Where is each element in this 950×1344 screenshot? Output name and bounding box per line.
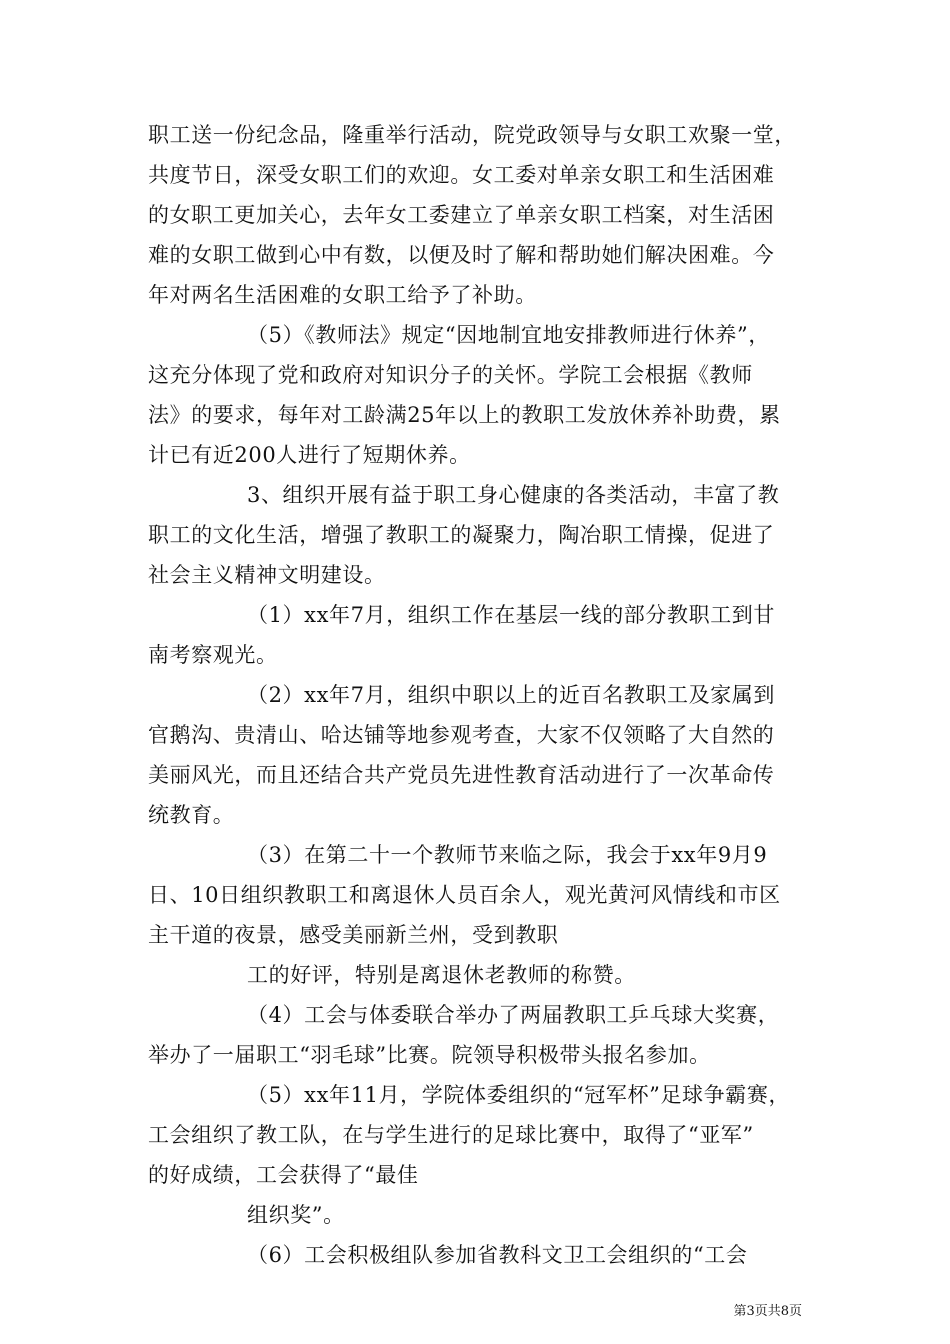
text-line: 举办了一届职工“羽毛球”比赛。院领导积极带头报名参加。	[148, 1043, 711, 1067]
text-line: （4）工会与体委联合举办了两届教职工乒乓球大奖赛，	[247, 1003, 780, 1027]
text-line: 计已有近200人进行了短期休养。	[148, 443, 471, 467]
text-line: 难的女职工做到心中有数，以便及时了解和帮助她们解决困难。今	[148, 243, 775, 267]
section-heading: 3、组织开展有益于职工身心健康的各类活动，丰富了教	[247, 483, 780, 507]
text-line: 职工的文化生活，增强了教职工的凝聚力，陶冶职工情操，促进了	[148, 523, 775, 547]
text-line: 年对两名生活困难的女职工给予了补助。	[148, 283, 537, 307]
text-line: 主干道的夜景，感受美丽新兰州，受到教职	[148, 923, 559, 947]
page-number: 第3页共8页	[733, 1304, 802, 1319]
text-line: 的女职工更加关心，去年女工委建立了单亲女职工档案，对生活困	[148, 203, 775, 227]
text-line: 组织奖”。	[247, 1203, 345, 1227]
text-line: （5）xx年11月，学院体委组织的“冠军杯”足球争霸赛，	[247, 1083, 791, 1107]
text-line: 统教育。	[148, 803, 235, 827]
text-line: （2）xx年7月，组织中职以上的近百名教职工及家属到	[247, 683, 776, 707]
text-line: （5）《教师法》规定“因地制宜地安排教师进行休养”，	[247, 323, 770, 347]
text-line: 职工送一份纪念品，隆重举行活动，院党政领导与女职工欢聚一堂，	[148, 123, 796, 147]
text-line: 工会组织了教工队，在与学生进行的足球比赛中，取得了“亚军”	[148, 1123, 754, 1147]
text-line: （1）xx年7月，组织工作在基层一线的部分教职工到甘	[247, 603, 776, 627]
text-line: 社会主义精神文明建设。	[148, 563, 386, 587]
text-line: 的好成绩，工会获得了“最佳	[148, 1163, 419, 1187]
text-line: （6）工会积极组队参加省教科文卫工会组织的“工会	[247, 1243, 748, 1267]
text-line: 这充分体现了党和政府对知识分子的关怀。学院工会根据《教师	[148, 363, 753, 387]
text-line: 美丽风光，而且还结合共产党员先进性教育活动进行了一次革命传	[148, 763, 775, 787]
text-line: 工的好评，特别是离退休老教师的称赞。	[247, 963, 636, 987]
text-line: 法》的要求，每年对工龄满25年以上的教职工发放休养补助费，累	[148, 403, 781, 427]
text-line: （3）在第二十一个教师节来临之际，我会于xx年9月9	[247, 843, 768, 867]
text-line: 日、10日组织教职工和离退休人员百余人，观光黄河风情线和市区	[148, 883, 781, 907]
text-line: 官鹅沟、贵清山、哈达铺等地参观考查，大家不仅领略了大自然的	[148, 723, 775, 747]
text-line: 南考察观光。	[148, 643, 278, 667]
text-line: 共度节日，深受女职工们的欢迎。女工委对单亲女职工和生活困难	[148, 163, 775, 187]
